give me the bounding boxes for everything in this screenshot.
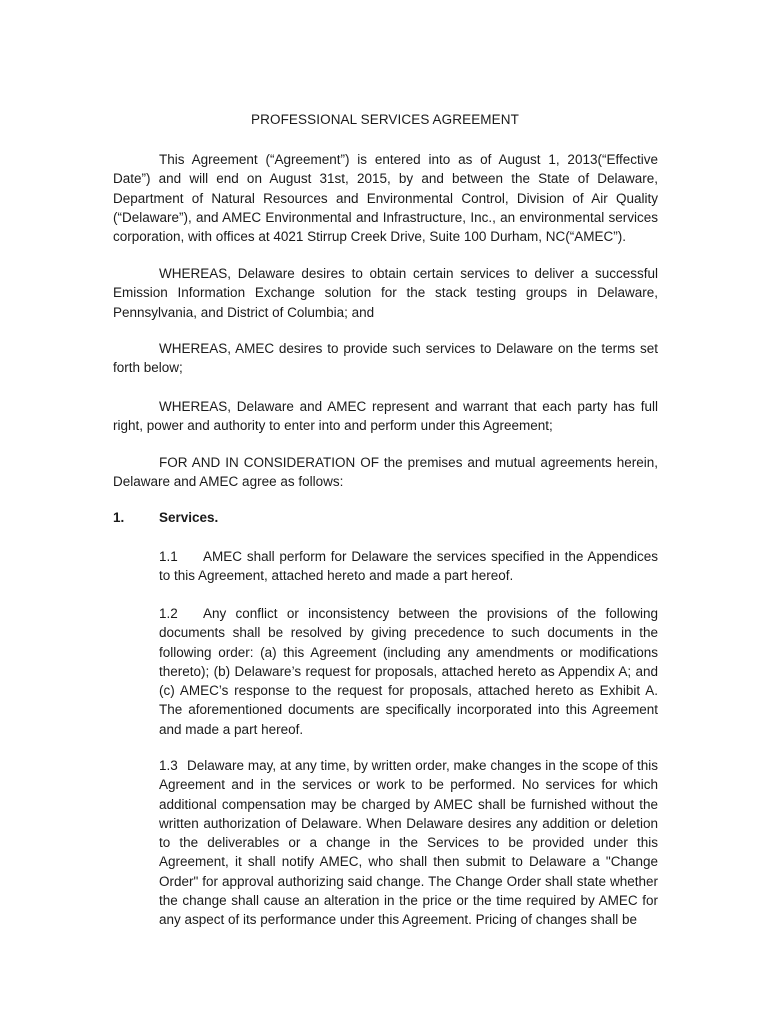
whereas-text-2: WHEREAS, AMEC desires to provide such services to Delaware on the terms set forth below; (113, 341, 658, 376)
clause-text: AMEC shall perform for Delaware the services specified in the Appendices to this Agreement, attached hereto and made a part hereof. (159, 549, 658, 584)
document-title: PROFESSIONAL SERVICES AGREEMENT (251, 112, 519, 127)
clause-text: Any conflict or inconsistency between the provisions of the following documents shall be resolved by giving precedence to such documents in the following order: (a) this Agreement (including any amendments or modifications thereto); (b) Delaware’s request for proposals, attached hereto as Appendix A; and (c) AMEC’s response to the request for proposals, attached hereto as Exhibit A. The aforementioned documents are specifically incorporated into this Agreement and made a part hereof. (159, 606, 658, 737)
section-1-heading (113, 510, 218, 525)
clause-number: 1.3 (159, 758, 178, 773)
whereas-paragraph-2 (113, 339, 658, 378)
whereas-text-1: WHEREAS, Delaware desires to obtain certain services to deliver a successful Emission Information Exchange solution for the stack testing groups in Delaware, Pennsylvania, and District of Columbia; and (113, 266, 658, 320)
section-1-number: 1. (113, 510, 125, 525)
clause-1-2 (159, 604, 658, 739)
intro-paragraph (113, 150, 658, 246)
whereas-text-3: WHEREAS, Delaware and AMEC represent and warrant that each party has full right, power and authority to enter into and perform under this Agreement; (113, 399, 658, 434)
intro-text: This Agreement (“Agreement”) is entered into as of August 1, 2013(“Effective Date”) and will end on August 31st, 2015, by and between the State of Delaware, Department of Natural Resources and Environmental Control, Division of Air Quality (“Delaware”), and AMEC Environmental and Infrastructure, Inc., an environmental services corporation, with offices at 4021 Stirrup Creek Drive, Suite 100 Durham, NC(“AMEC”). (113, 152, 658, 245)
clause-1-1 (159, 547, 658, 586)
clause-1-3 (159, 756, 658, 930)
clause-number: 1.1 (159, 549, 178, 564)
clause-text: Delaware may, at any time, by written order, make changes in the scope of this Agreement and in the services or work to be performed. No services for which additional compensation may be charged by AMEC shall be furnished without the written authorization of Delaware. When Delaware desires any addition or deletion to the deliverables or a change in the Services to be provided under this Agreement, it shall notify AMEC, who shall then submit to Delaware a "Change Order" for approval authorizing said change. The Change Order shall state whether the change shall cause an alteration in the price or the time required by AMEC for any aspect of its performance under this Agreement. Pricing of changes shall be (159, 758, 658, 928)
whereas-paragraph-1 (113, 264, 658, 322)
clause-number: 1.2 (159, 606, 178, 621)
consideration-text: FOR AND IN CONSIDERATION OF the premises and mutual agreements herein, Delaware and AMEC agree as follows: (113, 455, 658, 490)
whereas-paragraph-3 (113, 397, 658, 436)
consideration-paragraph (113, 453, 658, 492)
section-1-title: Services. (159, 510, 219, 525)
